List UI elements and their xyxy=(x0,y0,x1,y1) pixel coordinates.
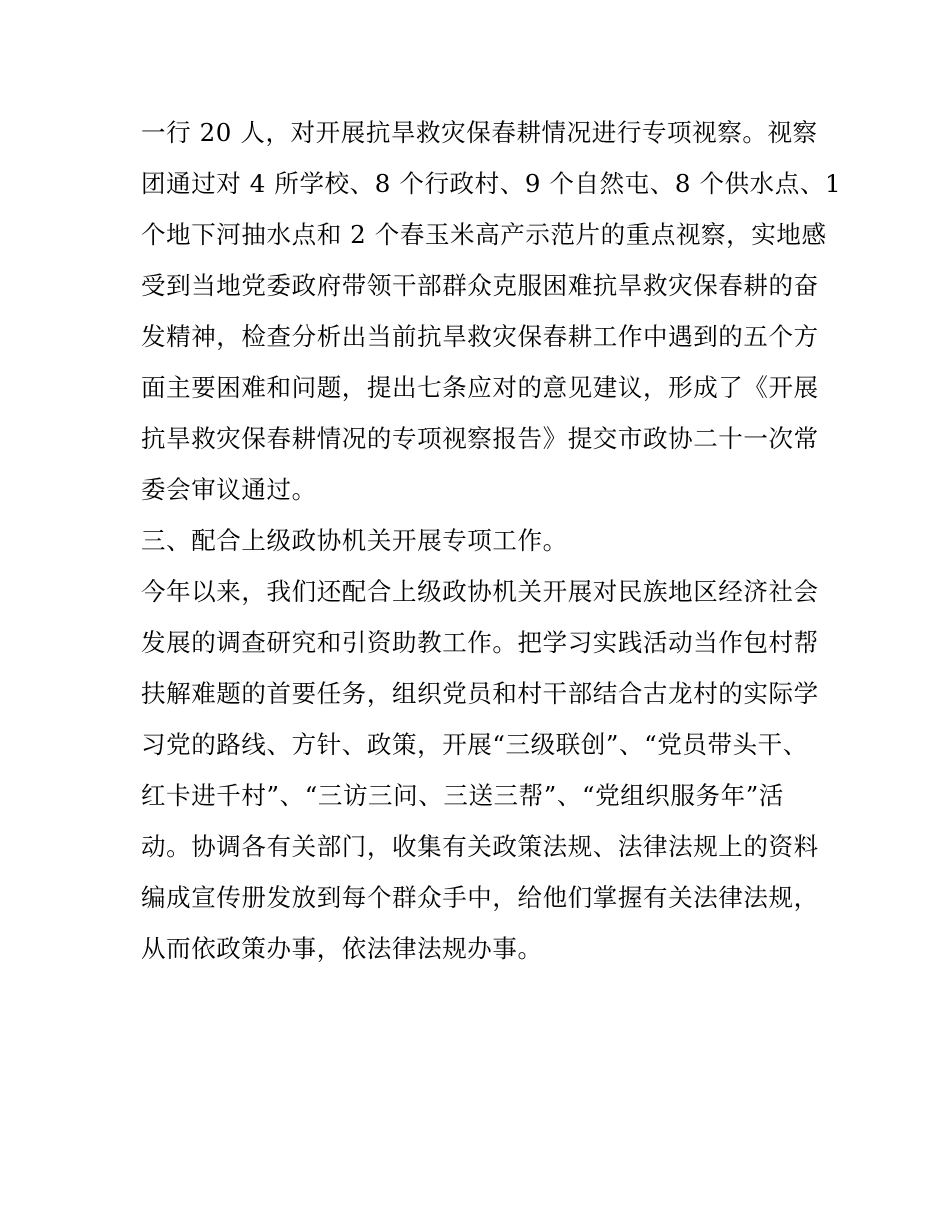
text-line: 一行 20 人，对开展抗旱救灾保春耕情况进行专项视察。视察 xyxy=(141,118,818,147)
text-line: 面主要困难和问题，提出七条应对的意见建议，形成了《开展 xyxy=(141,373,819,402)
text-line: 红卡进千村”、“三访三问、三送三帮”、“党组织服务年”活 xyxy=(141,781,784,810)
text-line: 抗旱救灾保春耕情况的专项视察报告》提交市政协二十一次常 xyxy=(141,424,819,453)
text-line: 从而依政策办事，依法律法规办事。 xyxy=(141,934,543,963)
text-line: 受到当地党委政府带领干部群众克服困难抗旱救灾保春耕的奋 xyxy=(141,271,819,300)
text-line: 团通过对 4 所学校、8 个行政村、9 个自然屯、8 个供水点、1 xyxy=(141,169,842,198)
text-line: 编成宣传册发放到每个群众手中，给他们掌握有关法律法规， xyxy=(141,883,819,912)
text-line: 发展的调查研究和引资助教工作。把学习实践活动当作包村帮 xyxy=(141,628,819,657)
text-line: 扶解难题的首要任务，组织党员和村干部结合古龙村的实际学 xyxy=(141,679,819,708)
text-line: 动。协调各有关部门，收集有关政策法规、法律法规上的资料 xyxy=(141,832,819,861)
text-line: 今年以来，我们还配合上级政协机关开展对民族地区经济社会 xyxy=(141,577,819,606)
text-line: 习党的路线、方针、政策，开展“三级联创”、“党员带头干、 xyxy=(141,730,808,759)
body-text xyxy=(141,107,842,974)
text-line: 个地下河抽水点和 2 个春玉米高产示范片的重点视察，实地感 xyxy=(141,220,827,249)
text-line: 发精神，检查分析出当前抗旱救灾保春耕工作中遇到的五个方 xyxy=(141,322,819,351)
section-heading: 三、配合上级政协机关开展专项工作。 xyxy=(141,526,568,555)
text-line: 委会审议通过。 xyxy=(141,475,317,504)
